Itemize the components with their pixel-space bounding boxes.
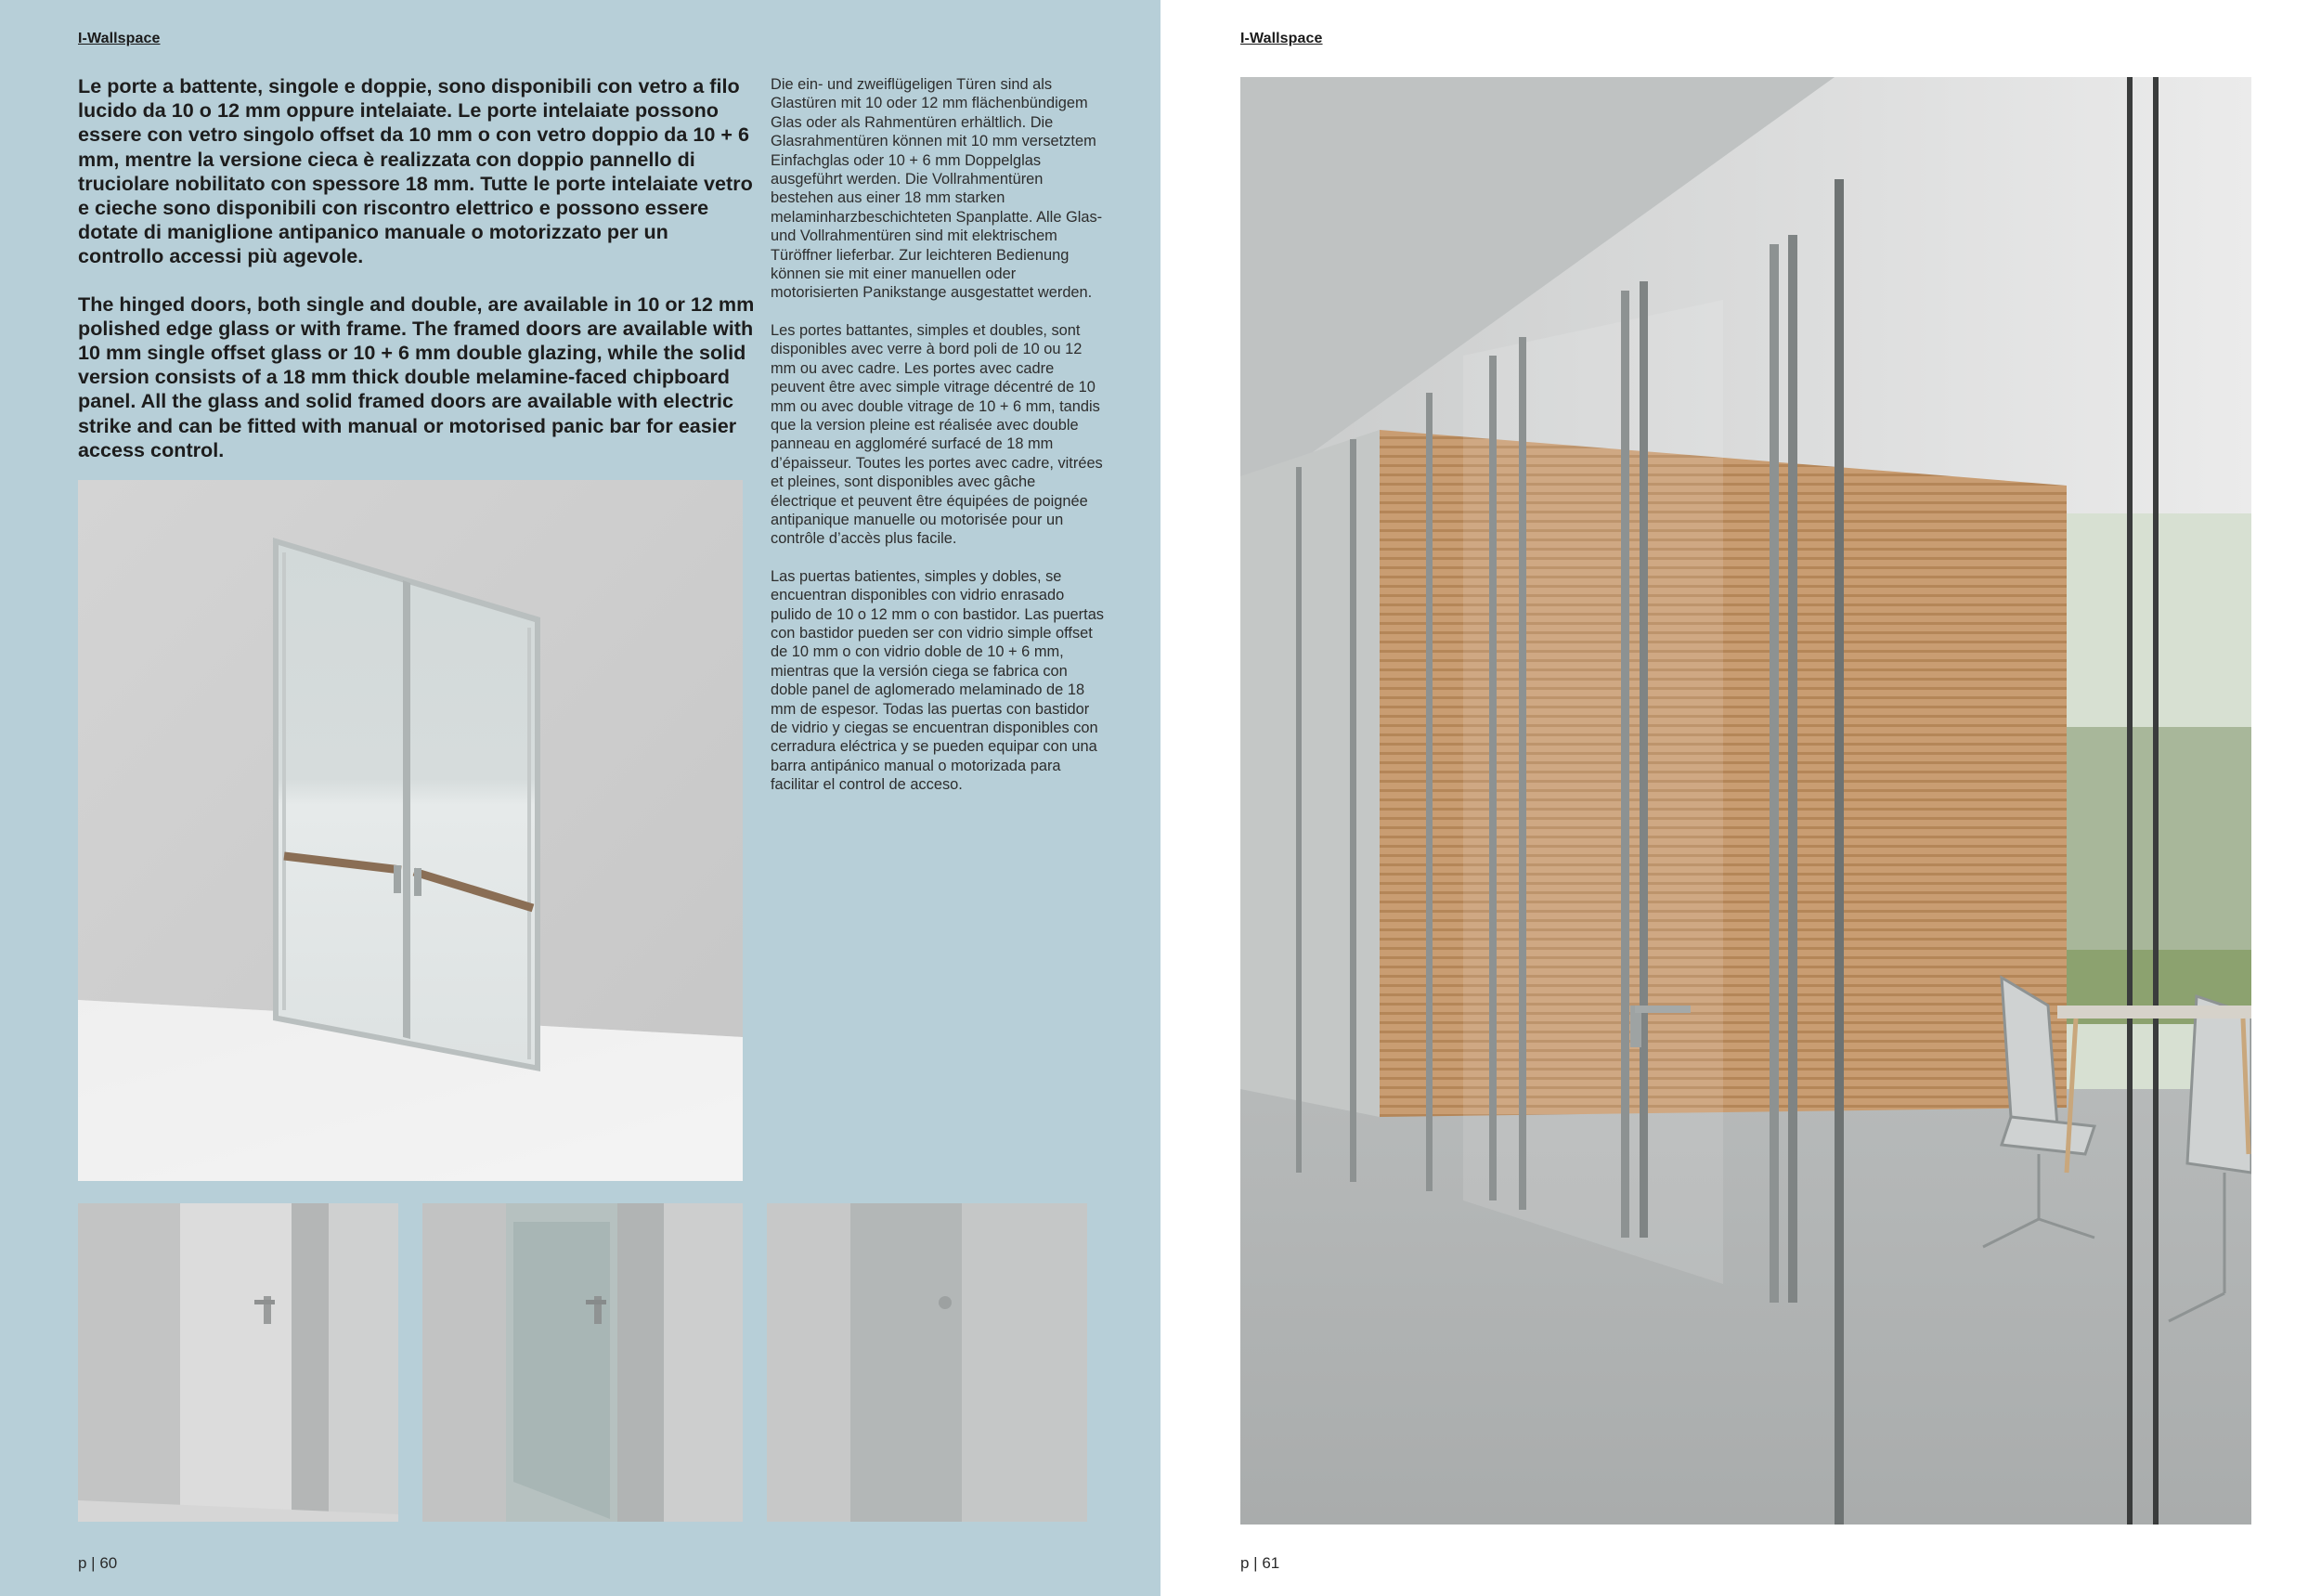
office-partition-photo xyxy=(1240,77,2251,1525)
running-head-left: I-Wallspace xyxy=(78,31,161,46)
translations-column xyxy=(771,75,1105,813)
intro-text xyxy=(78,74,756,486)
intro-english: The hinged doors, both single and double, are available in 10 or 12 mm polished edge glass or with frame. The framed doors are available with 10 mm single offset glass or 10 + 6 mm double glazing, while the solid version consists of a 18 mm thick double melamine-faced chipboard panel. All the glass and solid framed doors are available with electric strike and can be fitted with manual or motorised panic bar for easier access control. xyxy=(78,292,755,461)
left-page xyxy=(0,0,1160,1596)
page-number-right: p | 61 xyxy=(1240,1554,1280,1572)
text-spanish: Las puertas batientes, simples y dobles, se encuentran disponibles con vidrio enrasado pulido de 10 o 12 mm o con bastidor. Las puertas con bastidor pueden ser con vidrio simple offset de 10 mm o con vidrio doble de 10 + 6 mm, mientras que la versión ciega se fabrica con doble panel de aglomerado melaminado de 18 mm de espesor. Todas las puertas con bastidor de vidrio y ciegas se encuentran disponibles con cerradura eléctrica y se pueden equipar con una barra antipánico manual o motorizada para facilitar el control de acceso. xyxy=(771,567,1105,794)
text-french: Les portes battantes, simples et doubles, sont disponibles avec verre à bord poli de 10 ou 12 mm ou avec cadre. Les portes avec cadre peuvent être avec simple vitrage décentré de 10 mm ou avec double vitrage de 10 + 6 mm, tandis que la version pleine est réalisée avec double panneau en aggloméré surfacé de 18 mm d’épaisseur. Toutes les portes avec cadre, vitrées et pleines, sont disponibles avec gâche électrique et peuvent être équipées de poignée antipanique manuelle ou motorisée pour un contrôle d’accès plus facile. xyxy=(771,321,1103,548)
right-page xyxy=(1160,0,2321,1596)
running-head-right: I-Wallspace xyxy=(1240,31,1323,46)
double-door-photo xyxy=(78,480,743,1181)
frameless-door-photo xyxy=(767,1203,1087,1522)
text-german: Die ein- und zweiflügeligen Türen sind als Glastüren mit 10 oder 12 mm flächenbündigem Glas oder als Rahmentüren erhältlich. Die Glasrahmentüren können mit 10 mm versetztem Einfachglas oder 10 + 6 mm Doppelglas ausgeführt werden. Die Vollrahmentüren bestehen aus einer 18 mm starken melaminharzbeschichteten Spanplatte. Alle Glas- und Vollrahmentüren sind mit elektrischem Türöffner lieferbar. Zur leichteren Bedienung können sie mit einer manuellen oder motorisierten Panikstange ausgestattet werden. xyxy=(771,76,1103,302)
glass-door-photo xyxy=(422,1203,743,1522)
solid-door-photo xyxy=(78,1203,398,1522)
page-number-left: p | 60 xyxy=(78,1554,118,1572)
intro-italian: Le porte a battente, singole e doppie, sono disponibili con vetro a filo lucido da 10 o 12 mm oppure intelaiate. Le porte intelaiate possono essere con vetro singolo offset da 10 mm o con vetro doppio da 10 + 6 mm, mentre la versione cieca è realizzata con doppio pannello di truciolare nobilitato con spessore 18 mm. Tutte le porte intelaiate vetro e cieche sono disponibili con riscontro elettrico e possono essere dotate di maniglione antipanico manuale o motorizzato per un controllo accessi più agevole. xyxy=(78,74,753,268)
